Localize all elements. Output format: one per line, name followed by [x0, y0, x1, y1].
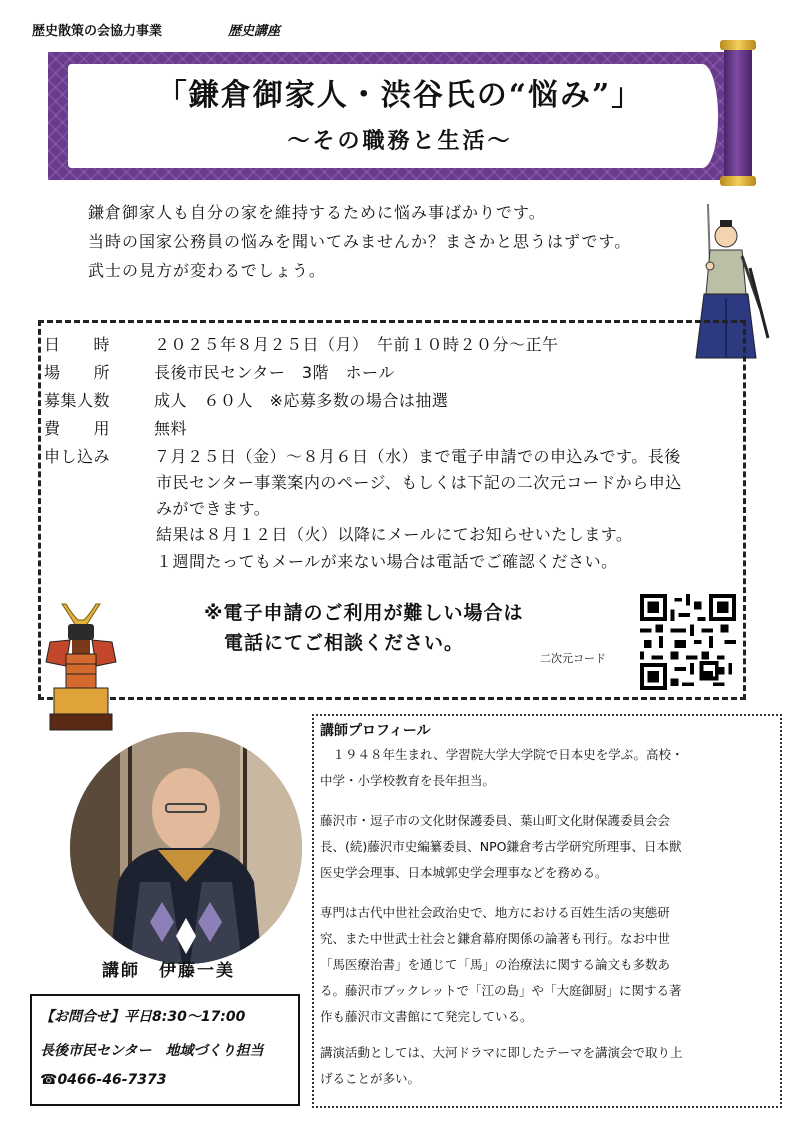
lecture-title: 「鎌倉御家人・渋谷氏の“悩み”」 [156, 78, 644, 113]
scroll-rod-cap-bottom [720, 176, 756, 186]
profile-line: 専門は古代中世社会政治史で、地方における百姓生活の実態研 [320, 905, 670, 920]
detail-row-fee [44, 416, 187, 439]
application-text-line: 結果は８月１２日（火）以降にメールにてお知らせいたします。 [156, 525, 633, 544]
qr-code-label: 二次元コード [540, 652, 606, 665]
profile-line: １９４８年生まれ、学習院大学大学院で日本史を学ぶ。高校・ [320, 747, 684, 762]
contact-phone[interactable]: ☎0466-46-7373 [40, 1072, 167, 1088]
detail-label: 日 時 [44, 335, 111, 354]
detail-row-application [44, 444, 681, 467]
application-text-line: 市民センター事業案内のページ、もしくは下記の二次元コードから申込 [156, 473, 682, 492]
scroll-rod [724, 44, 752, 184]
intro-line-3: 武士の見方が変わるでしょう。 [88, 261, 326, 280]
profile-line: 究、また中世武士社会と鎌倉幕府関係の論著も刊行。なお中世 [320, 931, 671, 946]
detail-value: 無料 [154, 419, 188, 438]
detail-label: 場 所 [44, 363, 111, 382]
detail-label: 費 用 [44, 419, 111, 438]
profile-paragraph [320, 900, 774, 1030]
profile-line: る。藤沢市ブックレットで「江の島」や「大庭御厨」に関する著 [320, 983, 682, 998]
scroll-rod-cap-top [720, 40, 756, 50]
application-text-line: みができます。 [156, 499, 271, 518]
profile-paragraph [320, 808, 774, 886]
detail-row-venue [44, 360, 395, 383]
contact-hours: 【お問合せ】平日8:30～17:00 [40, 1009, 246, 1025]
lecturer-name: 講師 伊藤一美 [102, 961, 235, 981]
detail-value: ２０２５年８月２５日（月） 午前１０時２０分～正午 [154, 335, 559, 354]
detail-row-datetime [44, 332, 559, 355]
profile-line: 藤沢市・逗子市の文化財保護委員、葉山町文化財保護委員会会 [320, 813, 671, 828]
detail-label: 申し込み [44, 447, 111, 466]
profile-line: 「馬医療治書」を通じて「馬」の治療法に関する論文も多数あ [320, 957, 671, 972]
lecture-subtitle: ～その職務と生活～ [287, 128, 513, 154]
detail-value: 成人 ６０人 ※応募多数の場合は抽選 [154, 391, 449, 410]
detail-label: 募集人数 [44, 391, 111, 410]
qr-code[interactable] [640, 594, 736, 690]
profile-paragraph [320, 1040, 774, 1092]
organizer-label: 歴史散策の会協力事業 [32, 24, 163, 39]
profile-line: 中学・小学校教育を長年担当。 [320, 773, 496, 788]
series-label: 歴史講座 [228, 24, 281, 39]
phone-consult-notice-line-1: ※電子申請のご利用が難しい場合は [204, 602, 524, 624]
profile-line: 医史学会理事、日本城郭史学会理事などを務める。 [320, 865, 608, 880]
intro-line-1: 鎌倉御家人も自分の家を維持するために悩み事ばかりです。 [88, 203, 546, 222]
profile-line: 作も藤沢市文書館にて発完している。 [320, 1009, 533, 1024]
contact-office: 長後市民センター 地域づくり担当 [40, 1043, 264, 1059]
profile-paragraph [320, 742, 774, 794]
detail-value: ７月２５日（金）～８月６日（水）まで電子申請での申込みです。長後 [154, 447, 681, 466]
intro-line-2: 当時の国家公務員の悩みを聞いてみませんか？まさかと思うはずです。 [88, 232, 632, 251]
lecturer-photo [70, 732, 302, 964]
samurai-armor-illustration [40, 596, 122, 734]
detail-value: 長後市民センター 3階 ホール [154, 363, 395, 382]
profile-line: げることが多い。 [320, 1071, 421, 1086]
application-text-line: １週間たってもメールが来ない場合は電話でご確認ください。 [156, 552, 618, 571]
detail-row-capacity [44, 388, 448, 411]
profile-line: 講演活動としては、大河ドラマに即したテーマを講演会で取り上 [320, 1045, 683, 1060]
profile-line: 長、(続)藤沢市史編纂委員、NPO鎌倉考古学研究所理事、日本獣 [320, 839, 682, 854]
phone-consult-notice-line-2: 電話にてご相談ください。 [224, 632, 465, 654]
profile-title: 講師プロフィール [320, 723, 431, 739]
